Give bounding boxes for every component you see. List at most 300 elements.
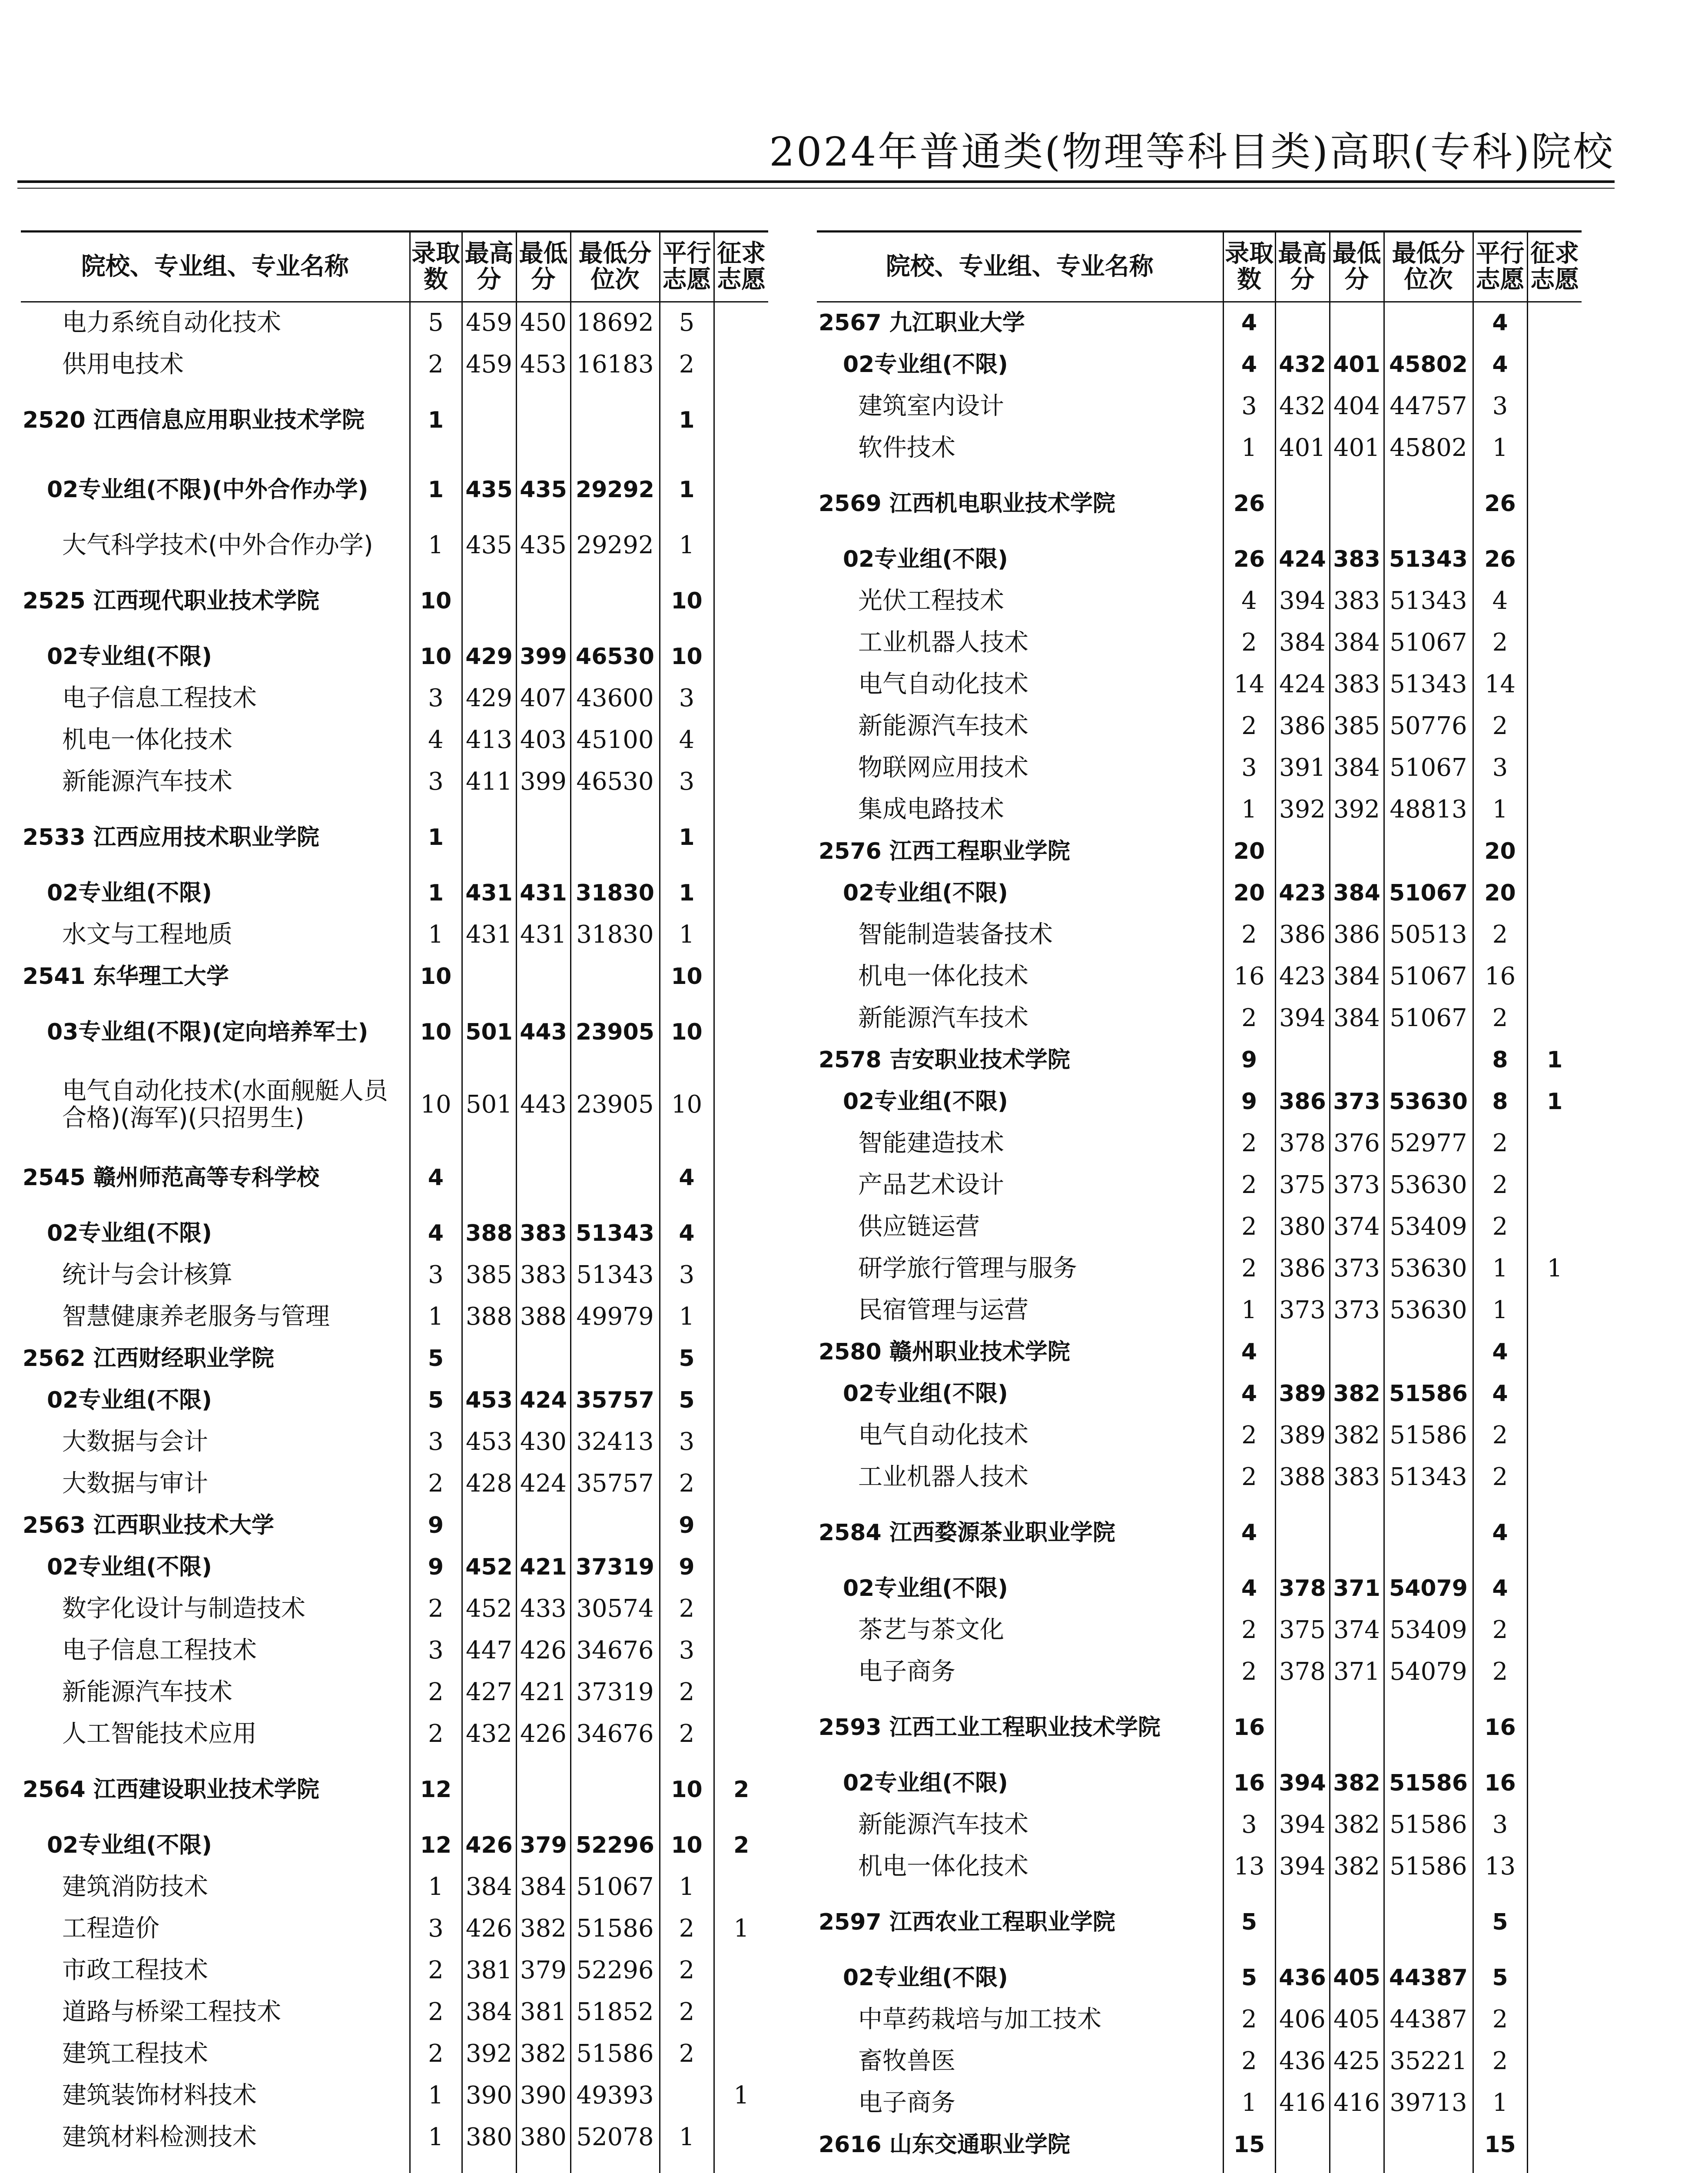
- school-row: [21, 1755, 768, 1824]
- group-row: [21, 1546, 768, 1588]
- cell-request: [1527, 1331, 1582, 1373]
- cell-parallel: 1: [1473, 789, 1527, 831]
- school-row: [21, 2158, 768, 2173]
- col-admitted-header: 录取数: [1223, 232, 1275, 302]
- group-row: [21, 997, 768, 1067]
- cell-admitted: 4: [1223, 302, 1275, 344]
- cell-min-rank: 46530: [570, 761, 660, 803]
- cell-min-score: 373: [1330, 1289, 1384, 1331]
- cell-request: [1527, 1762, 1582, 1804]
- cell-name: 畜牧兽医: [858, 2047, 955, 2075]
- major-row: [817, 789, 1582, 831]
- col-max-header: 最高分: [1275, 232, 1330, 302]
- cell-min-score: 373: [1330, 1248, 1384, 1289]
- cell-admitted: 4: [1223, 344, 1275, 385]
- cell-admitted: 5: [1223, 1957, 1275, 1999]
- cell-admitted: 13: [1223, 1846, 1275, 1887]
- cell-parallel: 2: [1473, 1651, 1527, 1693]
- cell-request: [1527, 1568, 1582, 1609]
- cell-name: 机电一体化技术: [62, 725, 232, 754]
- cell-max-score: 435: [462, 525, 516, 566]
- cell-min-score: 383: [1330, 1456, 1384, 1498]
- cell-min-score: 384: [1330, 622, 1384, 664]
- cell-parallel: 3: [1473, 385, 1527, 427]
- cell-parallel: 8: [1473, 1039, 1527, 1081]
- cell-max-score: 401: [1275, 427, 1330, 469]
- cell-admitted: 1: [1223, 2082, 1275, 2124]
- major-row: [21, 2033, 768, 2075]
- cell-min-rank: 44387: [1384, 1957, 1473, 1999]
- major-row: [817, 956, 1582, 997]
- cell-min-rank: 51586: [1384, 1846, 1473, 1887]
- cell-name: 02专业组(不限): [843, 1380, 1008, 1407]
- cell-name: 电力系统自动化技术: [62, 309, 281, 337]
- cell-request: [714, 956, 768, 997]
- cell-request: [714, 1143, 768, 1213]
- cell-name: 建筑消防技术: [62, 1872, 208, 1901]
- col-rank-header: 最低分位次: [1384, 232, 1473, 302]
- cell-parallel: 5: [1473, 1957, 1527, 1999]
- cell-min-rank: 53630: [1384, 1081, 1473, 1123]
- cell-max-score: 424: [1275, 664, 1330, 705]
- cell-admitted: 2: [410, 1991, 462, 2033]
- major-row: [21, 914, 768, 956]
- cell-min-rank: 51343: [1384, 664, 1473, 705]
- cell-parallel: 4: [1473, 580, 1527, 622]
- cell-name: 工程造价: [62, 1914, 159, 1943]
- cell-name: 大数据与审计: [62, 1469, 208, 1498]
- cell-request: [1527, 1999, 1582, 2040]
- cell-parallel: 3: [660, 1630, 714, 1671]
- cell-min-rank: [1384, 1039, 1473, 1081]
- cell-admitted: 4: [410, 1143, 462, 1213]
- major-row: [21, 1908, 768, 1950]
- cell-admitted: 5: [410, 302, 462, 344]
- cell-request: [1527, 1456, 1582, 1498]
- cell-min-score: 384: [1330, 872, 1384, 914]
- cell-request: [714, 1505, 768, 1546]
- cell-min-rank: 50776: [1384, 705, 1473, 747]
- cell-name: 2533 江西应用技术职业学院: [23, 824, 319, 851]
- cell-max-score: 378: [1275, 1651, 1330, 1693]
- cell-name: 人工智能技术应用: [62, 1719, 257, 1748]
- cell-parallel: 1: [660, 1866, 714, 1908]
- school-row: [817, 469, 1582, 538]
- cell-parallel: 1: [660, 525, 714, 566]
- cell-admitted: 4: [410, 719, 462, 761]
- cell-request: [1527, 1957, 1582, 1999]
- cell-min-rank: [570, 566, 660, 636]
- cell-name: 02专业组(不限): [47, 643, 212, 670]
- cell-request: [1527, 1415, 1582, 1456]
- cell-min-rank: 37319: [570, 1546, 660, 1588]
- cell-request: [1527, 2082, 1582, 2124]
- cell-max-score: 428: [462, 1463, 516, 1505]
- cell-min-score: 382: [1330, 1415, 1384, 1456]
- cell-name: 02专业组(不限): [843, 546, 1008, 572]
- group-row: [21, 1824, 768, 1866]
- cell-min-rank: 51343: [570, 1254, 660, 1296]
- cell-min-rank: 51343: [570, 1213, 660, 1254]
- cell-admitted: 2: [1223, 1248, 1275, 1289]
- cell-admitted: 2: [410, 1588, 462, 1630]
- major-row: [21, 1296, 768, 1338]
- major-row: [21, 761, 768, 803]
- major-row: [817, 622, 1582, 664]
- major-row: [21, 1421, 768, 1463]
- cell-min-score: 430: [516, 1421, 570, 1463]
- cell-min-score: 392: [1330, 789, 1384, 831]
- cell-min-score: 421: [516, 1546, 570, 1588]
- cell-parallel: 16: [1473, 1693, 1527, 1762]
- cell-min-score: 381: [516, 1991, 570, 2033]
- cell-request: [1527, 1887, 1582, 1957]
- major-row: [817, 1609, 1582, 1651]
- cell-parallel: 2: [1473, 1123, 1527, 1164]
- cell-min-score: 401: [1330, 344, 1384, 385]
- cell-name: 建筑工程技术: [62, 2039, 208, 2068]
- cell-parallel: 4: [660, 1143, 714, 1213]
- cell-name: 产品艺术设计: [858, 1170, 1004, 1199]
- cell-parallel: 1: [1473, 1248, 1527, 1289]
- cell-min-rank: 44387: [1384, 1999, 1473, 2040]
- cell-admitted: 2: [1223, 1609, 1275, 1651]
- cell-admitted: 2: [1223, 1415, 1275, 1456]
- cell-max-score: [462, 1755, 516, 1824]
- cell-min-rank: 49979: [570, 1296, 660, 1338]
- cell-admitted: 4: [410, 1213, 462, 1254]
- cell-name: 2564 江西建设职业技术学院: [23, 1776, 319, 1803]
- cell-name: 2584 江西婺源茶业职业学院: [819, 1519, 1115, 1546]
- cell-admitted: 10: [410, 1067, 462, 1143]
- cell-parallel: 10: [660, 956, 714, 997]
- group-row: [817, 2166, 1582, 2173]
- major-row: [817, 1804, 1582, 1846]
- col-rank-header: 最低分位次: [570, 232, 660, 302]
- cell-max-score: 406: [1275, 1999, 1330, 2040]
- major-row: [21, 1254, 768, 1296]
- cell-admitted: [410, 2158, 462, 2173]
- cell-min-rank: 53630: [1384, 1289, 1473, 1331]
- cell-parallel: 16: [1473, 1762, 1527, 1804]
- cell-admitted: 2: [410, 2033, 462, 2075]
- cell-min-score: 385: [1330, 705, 1384, 747]
- cell-min-score: 426: [516, 1713, 570, 1755]
- cell-parallel: 10: [660, 1755, 714, 1824]
- cell-min-rank: [570, 385, 660, 455]
- cell-min-score: 383: [516, 1213, 570, 1254]
- cell-min-score: [516, 1143, 570, 1213]
- cell-min-score: [1330, 1693, 1384, 1762]
- cell-name: 2576 江西工程职业学院: [819, 838, 1070, 864]
- cell-parallel: 4: [1473, 1373, 1527, 1415]
- cell-request: 1: [714, 1908, 768, 1950]
- cell-min-score: 424: [516, 1379, 570, 1421]
- cell-request: [714, 2158, 768, 2173]
- cell-min-rank: [1384, 2124, 1473, 2166]
- cell-max-score: 424: [1275, 538, 1330, 580]
- cell-name: 茶艺与茶文化: [858, 1615, 1004, 1644]
- cell-name: 新能源汽车技术: [62, 767, 232, 796]
- major-row: [817, 385, 1582, 427]
- cell-admitted: 3: [1223, 747, 1275, 789]
- cell-parallel: 2: [1473, 1206, 1527, 1248]
- group-row: [817, 872, 1582, 914]
- cell-name: 电气自动化技术(水面舰艇人员合格)(海军)(只招男生): [62, 1077, 388, 1132]
- cell-admitted: 1: [1223, 789, 1275, 831]
- cell-min-score: 383: [1330, 538, 1384, 580]
- cell-request: [714, 1296, 768, 1338]
- cell-max-score: 392: [1275, 789, 1330, 831]
- cell-min-score: [516, 956, 570, 997]
- cell-min-score: 431: [516, 872, 570, 914]
- cell-max-score: [1275, 831, 1330, 872]
- cell-admitted: 2: [1223, 622, 1275, 664]
- cell-min-score: 371: [1330, 1568, 1384, 1609]
- cell-name: 2545 赣州师范高等专科学校: [23, 1164, 319, 1191]
- group-row: [21, 1379, 768, 1421]
- cell-name: 2520 江西信息应用职业技术学院: [23, 407, 365, 433]
- cell-request: [1527, 2124, 1582, 2166]
- cell-min-rank: 37319: [570, 1671, 660, 1713]
- cell-max-score: 423: [1275, 956, 1330, 997]
- cell-parallel: 4: [1473, 1568, 1527, 1609]
- cell-request: [1527, 622, 1582, 664]
- cell-min-rank: 51586: [1384, 1373, 1473, 1415]
- table-body-left: [21, 302, 768, 2173]
- cell-name: 2580 赣州职业技术学院: [819, 1339, 1070, 1365]
- cell-name: 2562 江西财经职业学院: [23, 1345, 274, 1372]
- cell-name: 电子商务: [858, 1657, 955, 1686]
- cell-max-score: [462, 1143, 516, 1213]
- major-row: [817, 747, 1582, 789]
- cell-admitted: 16: [1223, 956, 1275, 997]
- cell-min-rank: 16183: [570, 344, 660, 385]
- group-row: [817, 538, 1582, 580]
- cell-min-rank: 51586: [1384, 1415, 1473, 1456]
- group-row: [817, 344, 1582, 385]
- cell-admitted: 5: [410, 1379, 462, 1421]
- cell-min-rank: 31830: [570, 914, 660, 956]
- major-row: [21, 1991, 768, 2033]
- cell-request: [1527, 538, 1582, 580]
- cell-max-score: 389: [1275, 1373, 1330, 1415]
- cell-min-rank: 35221: [1384, 2040, 1473, 2082]
- cell-min-score: 383: [1330, 664, 1384, 705]
- cell-max-score: [462, 956, 516, 997]
- major-row: [21, 1950, 768, 1991]
- major-row: [21, 1463, 768, 1505]
- cell-parallel: 2: [1473, 1456, 1527, 1498]
- cell-min-rank: [570, 1505, 660, 1546]
- cell-min-rank: 48813: [1384, 789, 1473, 831]
- major-row: [817, 2082, 1582, 2124]
- page-header-title: 2024年普通类(物理等科目类)高职(专科)院校: [769, 129, 1615, 175]
- cell-min-score: 425: [1330, 2040, 1384, 2082]
- cell-min-rank: 51343: [1384, 1456, 1473, 1498]
- cell-name: 民宿管理与运营: [858, 1296, 1028, 1324]
- cell-min-rank: 34676: [570, 1630, 660, 1671]
- cell-parallel: 2: [660, 1713, 714, 1755]
- cell-parallel: 10: [660, 636, 714, 678]
- cell-min-score: [516, 1505, 570, 1546]
- cell-max-score: 384: [1275, 622, 1330, 664]
- cell-min-score: [516, 385, 570, 455]
- cell-max-score: 394: [1275, 580, 1330, 622]
- major-row: [21, 1067, 768, 1143]
- cell-admitted: 3: [410, 1421, 462, 1463]
- cell-min-rank: [570, 803, 660, 872]
- cell-min-rank: 35757: [570, 1379, 660, 1421]
- cell-min-rank: 34676: [570, 1713, 660, 1755]
- cell-max-score: [1275, 1039, 1330, 1081]
- cell-request: [714, 678, 768, 719]
- cell-parallel: 2: [660, 1463, 714, 1505]
- cell-parallel: 5: [1473, 1887, 1527, 1957]
- cell-parallel: 3: [660, 1254, 714, 1296]
- school-row: [817, 2124, 1582, 2166]
- cell-min-score: 384: [1330, 747, 1384, 789]
- cell-min-score: 383: [516, 1254, 570, 1296]
- cell-name: 智能建造技术: [858, 1129, 1004, 1157]
- cell-max-score: 378: [1275, 1123, 1330, 1164]
- school-row: [21, 385, 768, 455]
- cell-min-rank: 52296: [570, 1824, 660, 1866]
- cell-name: 中草药栽培与加工技术: [858, 2005, 1101, 2033]
- cell-request: [714, 761, 768, 803]
- cell-min-score: 384: [1330, 956, 1384, 997]
- cell-min-rank: [1384, 831, 1473, 872]
- cell-min-rank: 53409: [1384, 1206, 1473, 1248]
- cell-min-rank: 29292: [570, 455, 660, 525]
- cell-name: 大气科学技术(中外合作办学): [62, 531, 373, 559]
- cell-request: [1527, 1498, 1582, 1568]
- cell-request: [1527, 747, 1582, 789]
- cell-admitted: 2: [1223, 1164, 1275, 1206]
- cell-name: 02专业组(不限): [47, 1220, 212, 1246]
- cell-request: [1527, 872, 1582, 914]
- cell-parallel: 15: [1473, 2124, 1527, 2166]
- cell-parallel: 1: [660, 385, 714, 455]
- cell-admitted: 3: [410, 1630, 462, 1671]
- major-row: [21, 1630, 768, 1671]
- cell-request: [1527, 1804, 1582, 1846]
- cell-min-score: 435: [516, 525, 570, 566]
- cell-admitted: 2: [410, 1463, 462, 1505]
- major-row: [21, 525, 768, 566]
- major-row: [21, 1866, 768, 1908]
- cell-admitted: 2: [1223, 1651, 1275, 1693]
- cell-max-score: [462, 385, 516, 455]
- cell-max-score: [462, 1505, 516, 1546]
- cell-parallel: 1: [660, 2117, 714, 2158]
- cell-parallel: 1: [660, 914, 714, 956]
- cell-max-score: 384: [462, 1991, 516, 2033]
- cell-max-score: 380: [1275, 1206, 1330, 1248]
- cell-parallel: 1: [1473, 2082, 1527, 2124]
- cell-request: [1527, 1609, 1582, 1651]
- major-row: [817, 1415, 1582, 1456]
- major-row: [817, 580, 1582, 622]
- cell-request: [714, 1463, 768, 1505]
- cell-min-score: 386: [1330, 914, 1384, 956]
- cell-parallel: 2: [1473, 914, 1527, 956]
- cell-parallel: 2: [660, 344, 714, 385]
- cell-admitted: 2: [410, 1950, 462, 1991]
- cell-request: [714, 803, 768, 872]
- cell-name: 02专业组(不限)(中外合作办学): [47, 476, 368, 503]
- cell-min-rank: [1384, 1331, 1473, 1373]
- cell-max-score: 436: [1275, 1957, 1330, 1999]
- cell-name: 03专业组(不限)(定向培养军士): [47, 1019, 368, 1045]
- cell-name: 02专业组(不限): [47, 1554, 212, 1580]
- cell-request: [1527, 427, 1582, 469]
- cell-min-rank: 45802: [1384, 427, 1473, 469]
- cell-name: 电子信息工程技术: [62, 1636, 257, 1665]
- cell-parallel: 2: [660, 1991, 714, 2033]
- cell-name: 软件技术: [858, 433, 955, 462]
- cell-min-rank: 51067: [1384, 997, 1473, 1039]
- cell-min-score: 382: [1330, 1846, 1384, 1887]
- table-header-row: [21, 232, 768, 302]
- cell-parallel: 2: [1473, 1609, 1527, 1651]
- cell-min-rank: 52977: [1384, 1123, 1473, 1164]
- cell-admitted: 20: [1223, 831, 1275, 872]
- cell-min-score: 424: [516, 1463, 570, 1505]
- cell-name: 2567 九江职业大学: [819, 310, 1025, 336]
- cell-parallel: 10: [660, 1067, 714, 1143]
- cell-max-score: 429: [462, 678, 516, 719]
- cell-name: 02专业组(不限): [843, 1575, 1008, 1602]
- cell-request: [714, 1421, 768, 1463]
- cell-max-score: [462, 1338, 516, 1379]
- cell-min-score: [516, 803, 570, 872]
- cell-request: [714, 1950, 768, 1991]
- cell-parallel: 2: [1473, 2040, 1527, 2082]
- cell-parallel: 2: [1473, 1164, 1527, 1206]
- cell-name: 电气自动化技术: [858, 1421, 1028, 1449]
- cell-max-score: 501: [462, 997, 516, 1067]
- major-row: [817, 1999, 1582, 2040]
- cell-request: [714, 872, 768, 914]
- school-row: [21, 1505, 768, 1546]
- school-row: [21, 1338, 768, 1379]
- cell-min-rank: 30574: [570, 1588, 660, 1630]
- cell-max-score: 386: [1275, 914, 1330, 956]
- major-row: [21, 2117, 768, 2158]
- cell-name: 研学旅行管理与服务: [858, 1254, 1077, 1283]
- cell-min-score: 405: [1330, 1957, 1384, 1999]
- cell-min-rank: 51067: [570, 1866, 660, 1908]
- cell-name: 大数据与会计: [62, 1427, 208, 1456]
- cell-min-rank: [570, 1143, 660, 1213]
- cell-max-score: 501: [462, 1067, 516, 1143]
- cell-max-score: 431: [462, 872, 516, 914]
- cell-max-score: 388: [462, 1213, 516, 1254]
- major-row: [21, 344, 768, 385]
- cell-name: 新能源汽车技术: [858, 711, 1028, 740]
- cell-admitted: [1223, 2166, 1275, 2173]
- cell-max-score: 386: [1275, 1081, 1330, 1123]
- cell-admitted: 1: [410, 385, 462, 455]
- cell-admitted: 3: [410, 1254, 462, 1296]
- cell-admitted: 2: [1223, 1456, 1275, 1498]
- cell-max-score: 392: [462, 2033, 516, 2075]
- group-row: [817, 1373, 1582, 1415]
- cell-request: [1527, 1164, 1582, 1206]
- major-row: [21, 1713, 768, 1755]
- cell-max-score: [1275, 2166, 1330, 2173]
